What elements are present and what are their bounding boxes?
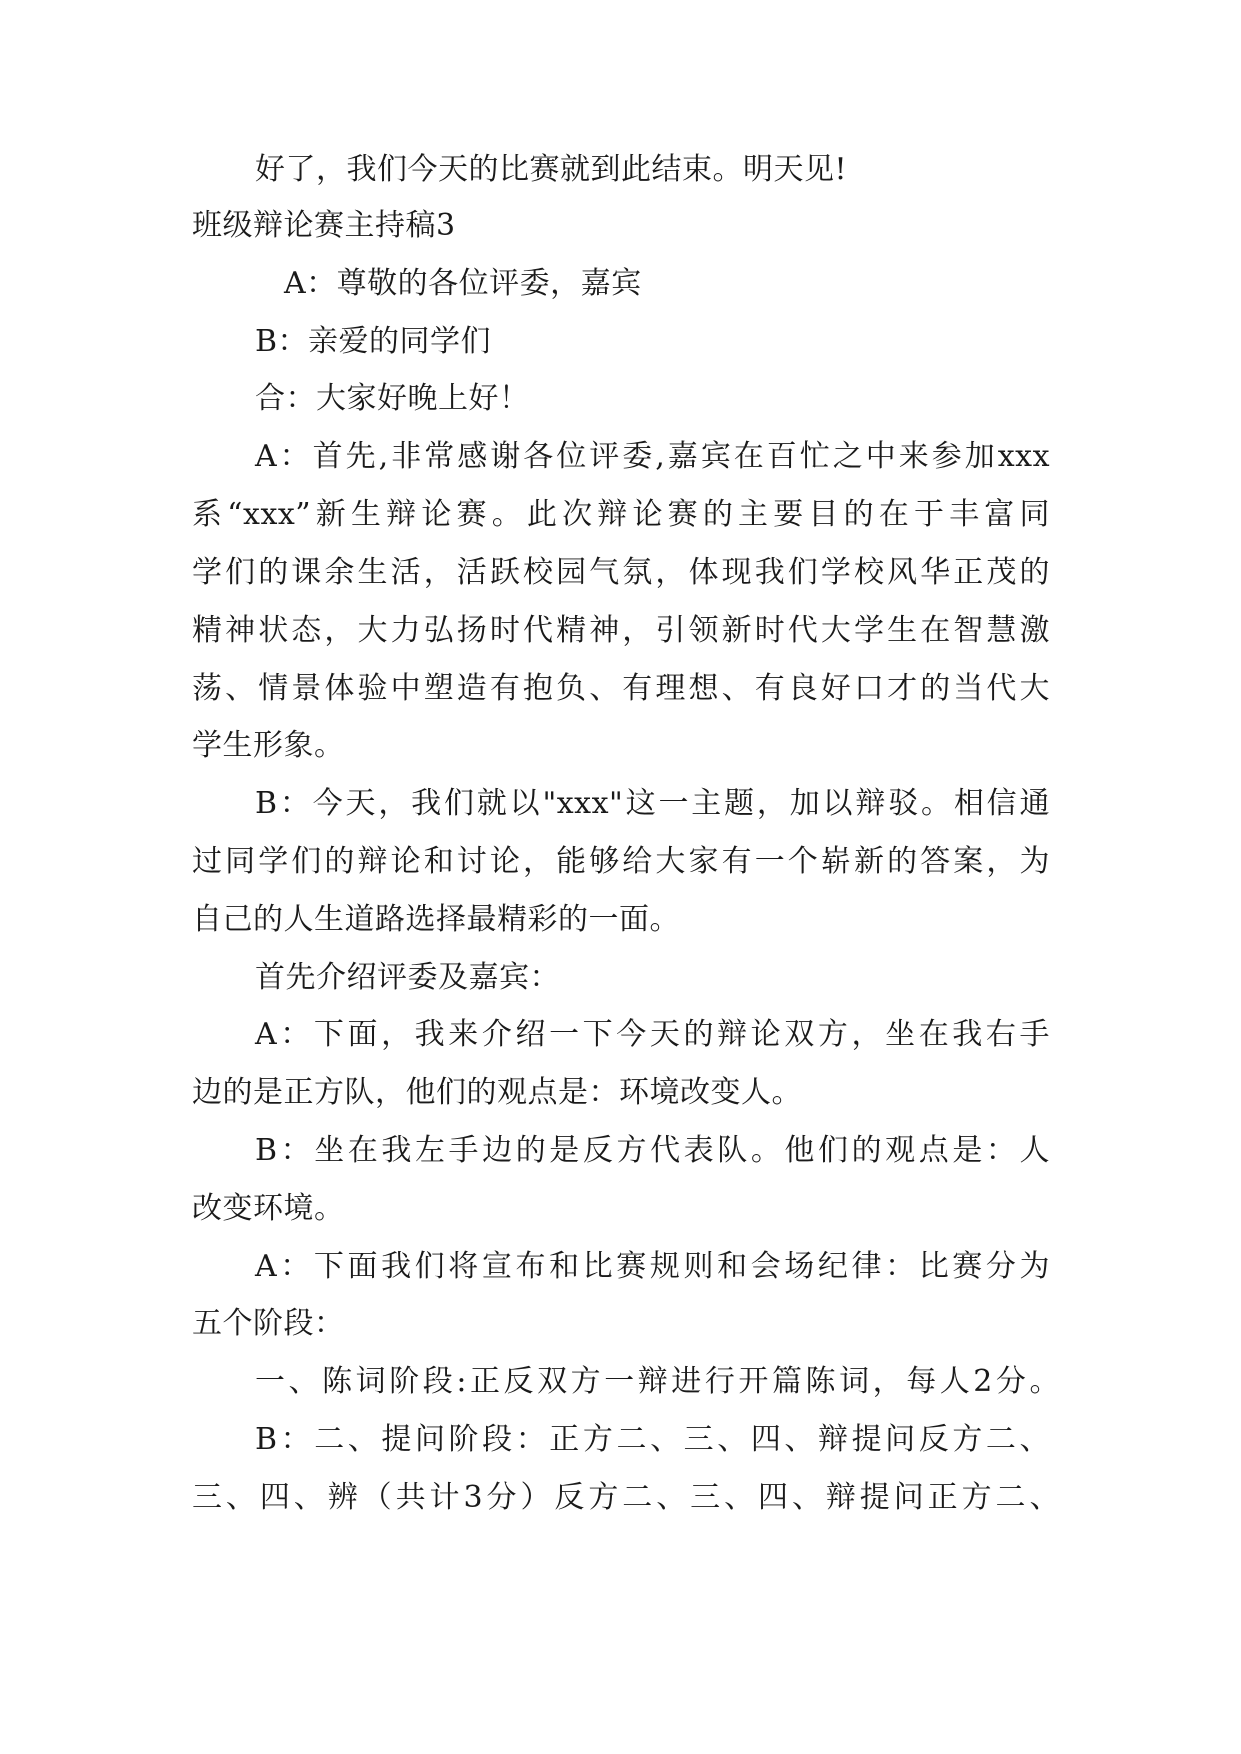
speaker-a-greeting: A：尊敬的各位评委，嘉宾 (284, 266, 642, 301)
paragraph-line: A：首先,非常感谢各位评委,嘉宾在百忙之中来参加xxx (255, 439, 1050, 474)
paragraph-line: 三、四、辨（共计3分）反方二、三、四、辩提问正方二、 (192, 1480, 1060, 1515)
joint-greeting: 合：大家好晚上好！ (255, 381, 530, 416)
paragraph-line: 改变环境。 (192, 1191, 345, 1226)
paragraph-line: 荡、情景体验中塑造有抱负、有理想、有良好口才的当代大 (192, 671, 1050, 706)
paragraph-line: 自己的人生道路选择最精彩的一面。 (192, 902, 680, 937)
paragraph-line: 五个阶段： (192, 1306, 345, 1341)
paragraph-closing-line: 好了，我们今天的比赛就到此结束。明天见! (255, 152, 848, 187)
paragraph-line: A：下面我们将宣布和比赛规则和会场纪律：比赛分为 (255, 1249, 1050, 1284)
paragraph-line: 边的是正方队，他们的观点是：环境改变人。 (192, 1075, 802, 1110)
paragraph-line: B：二、提问阶段：正方二、三、四、辩提问反方二、 (255, 1422, 1050, 1457)
paragraph-line: 系“xxx”新生辩论赛。此次辩论赛的主要目的在于丰富同 (192, 497, 1050, 532)
paragraph-line: 首先介绍评委及嘉宾： (255, 960, 560, 995)
paragraph-line: B：今天，我们就以"xxx"这一主题，加以辩驳。相信通 (255, 786, 1050, 821)
paragraph-line: 学生形象。 (192, 728, 345, 763)
paragraph-line: 精神状态，大力弘扬时代精神，引领新时代大学生在智慧激 (192, 613, 1050, 648)
paragraph-line: A：下面，我来介绍一下今天的辩论双方，坐在我右手 (255, 1017, 1050, 1052)
paragraph-line: B：坐在我左手边的是反方代表队。他们的观点是：人 (255, 1133, 1050, 1168)
section-title: 班级辩论赛主持稿3 (192, 208, 456, 243)
paragraph-line: 过同学们的辩论和讨论，能够给大家有一个崭新的答案，为 (192, 844, 1050, 879)
paragraph-line: 一、陈词阶段:正反双方一辩进行开篇陈词，每人2分。 (255, 1364, 1060, 1399)
paragraph-line: 学们的课余生活，活跃校园气氛，体现我们学校风华正茂的 (192, 555, 1050, 590)
speaker-b-greeting: B：亲爱的同学们 (255, 324, 492, 359)
